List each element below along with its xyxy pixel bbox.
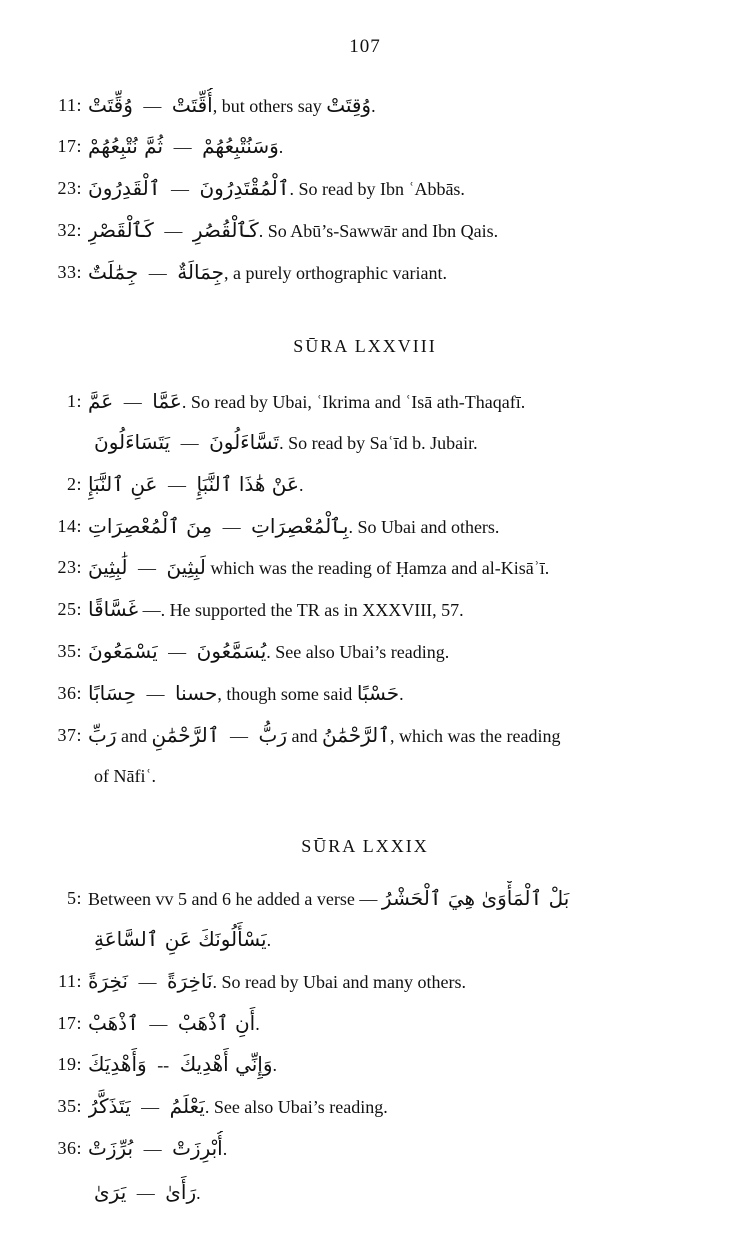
arabic-text: يَتَسَاءَلُونَ <box>94 430 171 454</box>
dash-separator: — <box>168 642 187 662</box>
arabic-text: يَعْلَمُ <box>169 1094 205 1118</box>
verse-number: 19: <box>57 1054 82 1074</box>
note-row-11b <box>0 964 730 998</box>
note-row-5-cont <box>0 922 730 956</box>
punctuation: . <box>371 96 376 116</box>
note-comment: . So read by Saʿīd b. Jubair. <box>279 433 478 453</box>
note-comment: Between vv 5 and 6 he added a verse — <box>88 889 378 909</box>
dash-separator: — <box>164 221 183 241</box>
note-text <box>88 718 676 753</box>
note-comment: . So read by Ibn ʿAbbās. <box>289 179 465 199</box>
note-row-37 <box>0 718 730 752</box>
arabic-text: عَمَّ <box>88 389 114 413</box>
punctuation: . <box>278 137 284 157</box>
note-text <box>88 129 676 164</box>
arabic-text: جِمَالَةٌ <box>177 260 225 284</box>
note-text <box>94 425 676 460</box>
page-number: 107 <box>349 36 381 57</box>
arabic-text: يَتَذَكَّرُ <box>88 1094 131 1118</box>
note-row-37-cont <box>0 759 730 793</box>
arabic-text: يَرَىٰ <box>94 1180 127 1204</box>
punctuation: . <box>399 684 404 704</box>
conjunction: and <box>287 726 322 746</box>
verse-number: 17: <box>57 136 82 156</box>
dash-separator: — <box>123 392 142 412</box>
dash-separator: — <box>180 433 199 453</box>
verse-number: 36: <box>57 1138 82 1158</box>
arabic-text: حَسْبًا <box>356 681 400 705</box>
arabic-text: غَسَّاقًا <box>88 597 139 621</box>
arabic-text: ٱلْقَدِرُونَ <box>88 176 161 200</box>
punctuation: . <box>255 1014 260 1034</box>
arabic-text: أُقِّتَتْ <box>171 93 213 117</box>
verse-number: 32: <box>57 220 82 240</box>
note-text <box>88 1131 676 1166</box>
sura-heading: SŪRA LXXVIII <box>293 336 437 356</box>
arabic-text: وَأَهْدِيَكَ <box>88 1052 147 1076</box>
arabic-text: ٱلْمُقْتَدِرُونَ <box>199 176 290 200</box>
arabic-text: لَبِثِينَ <box>166 555 206 579</box>
note-row-25 <box>0 592 730 626</box>
arabic-text: رَأَىٰ <box>165 1180 197 1204</box>
note-text <box>88 171 676 206</box>
note-row-5 <box>0 881 730 915</box>
note-row-36b-cont <box>0 1175 730 1209</box>
note-row-1-cont <box>0 425 730 459</box>
arabic-text: يَسْأَلُونَكَ عَنِ ٱلسَّاعَةِ <box>94 927 267 951</box>
arabic-text: مِنَ ٱلْمُعْصِرَاتِ <box>88 514 213 538</box>
verse-number: 37: <box>57 725 82 745</box>
dash-separator: — <box>136 1183 155 1203</box>
note-row-33 <box>0 255 730 289</box>
arabic-text: عَنِ ٱلنَّبَإِ <box>88 472 158 496</box>
note-text <box>94 1175 676 1210</box>
arabic-text: عَنْ هَٰذَا ٱلنَّبَإِ <box>196 472 299 496</box>
verse-number: 23: <box>57 557 82 577</box>
note-row-35 <box>0 634 730 668</box>
note-row-35b <box>0 1089 730 1123</box>
dash-separator: — <box>170 179 189 199</box>
note-comment: which was the reading of Ḥamza and al-Kisāʾī. <box>205 558 550 578</box>
note-text <box>88 467 676 502</box>
dash-separator: — <box>143 1139 162 1159</box>
arabic-text: نَخِرَةً <box>88 969 128 993</box>
arabic-text: عَمَّا <box>152 389 182 413</box>
arabic-text: بِٱلْمُعْصِرَاتِ <box>251 514 349 538</box>
verse-number: 23: <box>57 178 82 198</box>
dash-separator: — <box>230 726 248 746</box>
arabic-text: لَٰبِثِينَ <box>88 555 128 579</box>
note-comment: , but others say <box>212 96 322 116</box>
note-text <box>88 881 676 916</box>
dash-separator: — <box>138 972 157 992</box>
note-text <box>88 509 676 544</box>
note-row-36 <box>0 676 730 710</box>
note-row-17 <box>0 129 730 163</box>
note-row-23b <box>0 550 730 584</box>
arabic-text: ثُمَّ نُتْبِعُهُمْ <box>88 134 164 158</box>
verse-number: 2: <box>66 474 82 494</box>
note-row-36b <box>0 1131 730 1165</box>
dash-separator: — <box>146 684 165 704</box>
punctuation: . <box>196 1183 201 1203</box>
dash-separator: -- <box>157 1055 170 1075</box>
verse-number: 33: <box>57 262 82 282</box>
verse-number: 5: <box>66 888 82 908</box>
dash-separator: — <box>148 263 167 283</box>
note-text: of Nāfiʿ. <box>94 766 156 786</box>
arabic-text: يَسْمَعُونَ <box>88 639 158 663</box>
arabic-text: وَإِنِّي أَهْدِيكَ <box>179 1052 273 1076</box>
note-text <box>88 676 676 711</box>
note-comment: . So read by Ubai, ʿIkrima and ʿIsā ath-Thaqafī. <box>181 392 526 412</box>
dash-separator: — <box>222 517 241 537</box>
note-row-32 <box>0 213 730 247</box>
arabic-text: حسنا <box>174 681 218 705</box>
arabic-text: ٱذْهَبْ <box>88 1011 139 1035</box>
conjunction: and <box>116 726 152 746</box>
note-text <box>88 384 676 419</box>
verse-number: 35: <box>57 641 82 661</box>
note-row-14 <box>0 509 730 543</box>
arabic-text: يُسَمَّعُونَ <box>196 639 267 663</box>
note-comment: . So read by Ubai and many others. <box>212 972 466 992</box>
note-row-19 <box>0 1047 730 1081</box>
note-text <box>88 634 676 669</box>
arabic-text: كَٱلْقَصْرِ <box>88 218 154 242</box>
arabic-text: بُرِّزَتْ <box>88 1136 134 1160</box>
verse-number: 1: <box>66 391 82 411</box>
arabic-text: جِمَٰلَتٌ <box>88 260 139 284</box>
punctuation: . <box>222 1139 228 1159</box>
note-row-17b <box>0 1006 730 1040</box>
verse-number: 17: <box>57 1013 82 1033</box>
sura-heading: SŪRA LXXIX <box>301 836 429 856</box>
note-text <box>88 1089 676 1124</box>
note-text <box>88 550 676 585</box>
verse-number: 14: <box>57 516 82 536</box>
note-comment: , though some said <box>217 684 353 704</box>
dash-separator: — <box>168 475 186 495</box>
note-text <box>88 88 676 123</box>
note-comment: . So Ubai and others. <box>348 517 500 537</box>
arabic-text: أَنِ ٱذْهَبْ <box>177 1011 256 1035</box>
dash-separator: — <box>149 1014 168 1034</box>
arabic-text: وَسَنُتْبِعُهُمْ <box>202 134 279 158</box>
punctuation: . <box>272 1055 278 1075</box>
arabic-text: ٱلرَّحْمَٰنِ <box>151 723 220 747</box>
note-comment: . So Abū’s-Sawwār and Ibn Qais. <box>258 221 499 241</box>
note-text <box>88 1006 676 1041</box>
punctuation: . <box>266 930 272 950</box>
note-text <box>88 964 676 999</box>
verse-number: 11: <box>58 971 82 991</box>
note-comment: —. He supported the TR as in XXXVIII, 57. <box>138 600 464 620</box>
arabic-text: تَسَّاءَلُونَ <box>209 430 280 454</box>
arabic-text: نَاخِرَةً <box>167 969 213 993</box>
note-comment: . See also Ubai’s reading. <box>204 1097 388 1117</box>
arabic-text: حِسَابًا <box>88 681 136 705</box>
dash-separator: — <box>141 1097 160 1117</box>
arabic-text: ٱلرَّحْمَٰنُ <box>322 723 390 747</box>
verse-number: 35: <box>57 1096 82 1116</box>
note-text <box>88 255 676 290</box>
arabic-text: رَبُّ <box>258 723 287 747</box>
dash-separator: — <box>173 137 192 157</box>
note-text <box>88 1047 676 1082</box>
note-row-23 <box>0 171 730 205</box>
arabic-text: وُقِتَتْ <box>326 93 372 117</box>
arabic-text: كَٱلْقُصُرِ <box>192 218 259 242</box>
verse-number: 36: <box>57 683 82 703</box>
note-text <box>88 592 676 627</box>
note-row-1 <box>0 384 730 418</box>
note-text <box>88 213 676 248</box>
dash-separator: — <box>143 96 162 116</box>
arabic-text: بَلْ ٱلْمَأْوَىٰ هِيَ ٱلْحَشْرُ <box>381 886 570 910</box>
note-comment: . See also Ubai’s reading. <box>266 642 450 662</box>
note-row-2 <box>0 467 730 501</box>
note-comment: , which was the reading <box>390 726 561 746</box>
arabic-text: أُبْرِزَتْ <box>172 1136 223 1160</box>
note-comment: , a purely orthographic variant. <box>224 263 447 283</box>
arabic-text: وُقِّتَتْ <box>88 93 133 117</box>
verse-number: 25: <box>57 599 82 619</box>
note-text <box>94 922 676 957</box>
arabic-text: رَبِّ <box>88 723 117 747</box>
note-row-11 <box>0 88 730 122</box>
punctuation: . <box>298 475 304 495</box>
verse-number: 11: <box>58 95 82 115</box>
dash-separator: — <box>137 558 156 578</box>
